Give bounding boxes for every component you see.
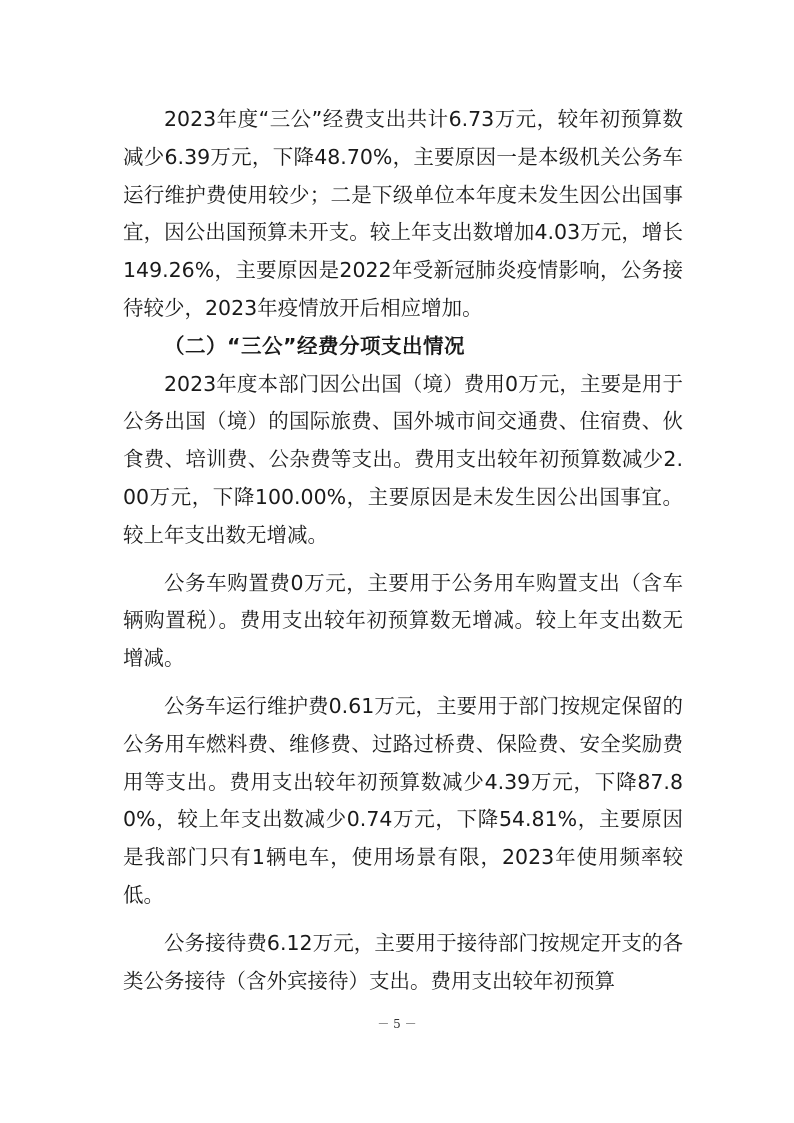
- paragraph-total-expenditure: 2023年度“三公”经费支出共计6.73万元，较年初预算数减少6.39万元，下降48.70%，主要原因一是本级机关公务车运行维护费使用较少；二是下级单位本年度未发生因公出国事宜，因公出国预算未开支。较上年支出数增加4.03万元，增长149.26%，主要原因是2022年受新冠肺炎疫情影响，公务接待较少，2023年疫情放开后相应增加。: [123, 107, 683, 320]
- paragraph-official-reception: 公务接待费6.12万元，主要用于接待部门按规定开支的各类公务接待（含外宾接待）支出。费用支出较年初预算: [123, 930, 683, 993]
- paragraph-vehicle-operation: 公务车运行维护费0.61万元，主要用于部门按规定保留的公务用车燃料费、维修费、过路过桥费、保险费、安全奖励费用等支出。费用支出较年初预算数减少4.39万元，下降87.80%，较上年支出数减少0.74万元，下降54.81%，主要原因是我部门只有1辆电车，使用场景有限，2023年使用频率较低。: [123, 693, 683, 907]
- page-number: － 5 －: [377, 1017, 417, 1031]
- paragraph-vehicle-purchase: 公务车购置费0万元，主要用于公务用车购置支出（含车辆购置税）。费用支出较年初预算数无增减。较上年支出数无增减。: [123, 570, 683, 671]
- section-heading: （二）“三公”经费分项支出情况: [164, 333, 465, 358]
- document-body: [123, 101, 683, 1000]
- paragraph-overseas-travel: 2023年度本部门因公出国（境）费用0万元，主要是用于公务出国（境）的国际旅费、国外城市间交通费、住宿费、伙食费、培训费、公杂费等支出。费用支出较年初预算数减少2.00万元，下降100.00%，主要原因是未发生因公出国事宜。较上年支出数无增减。: [123, 371, 683, 547]
